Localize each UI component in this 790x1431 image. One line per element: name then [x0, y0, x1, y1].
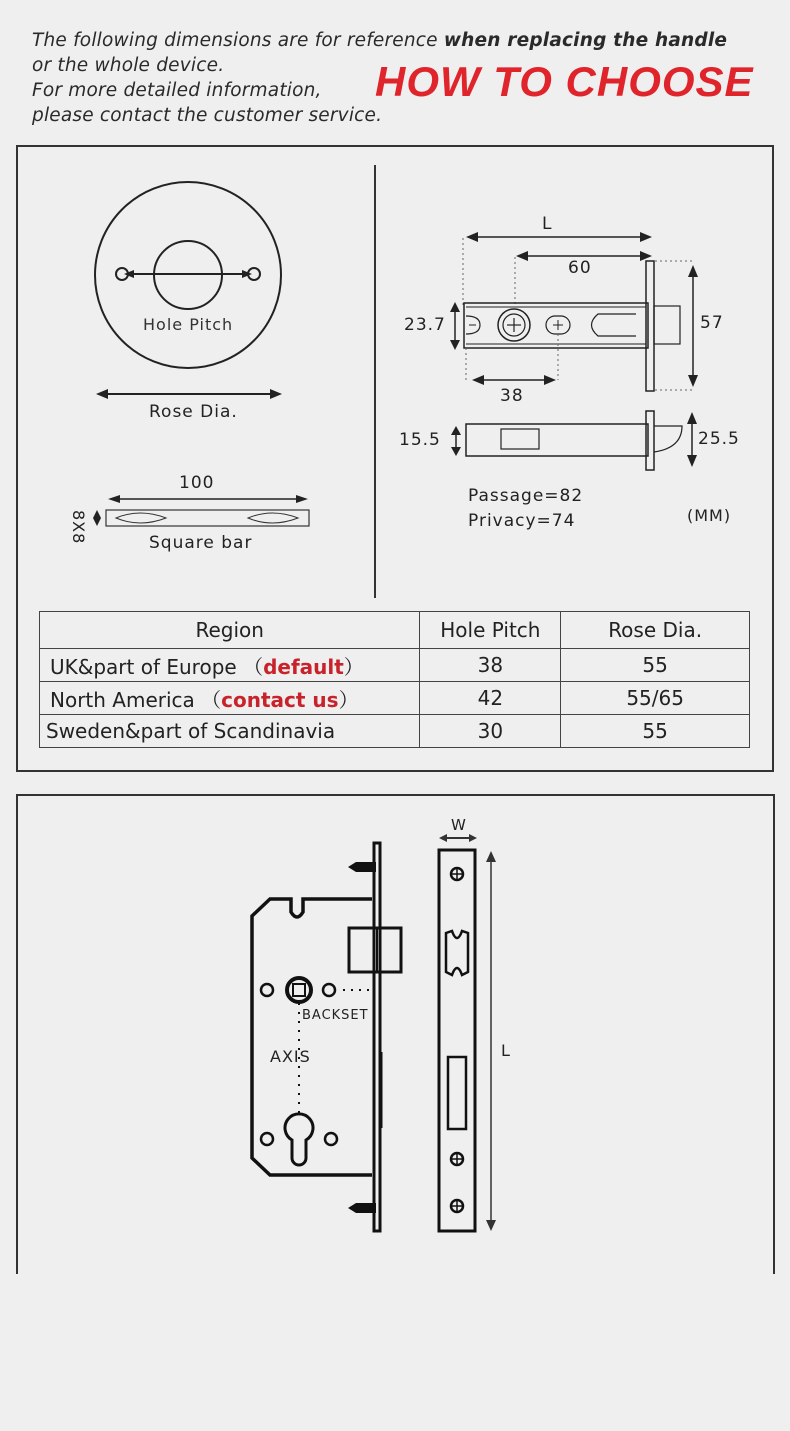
latch-23-7-label: 23.7 [404, 315, 446, 335]
axis-label: AXIS [270, 1047, 311, 1066]
passage-label: Passage=82 [468, 486, 584, 506]
hole-pitch-label: Hole Pitch [143, 315, 234, 334]
intro-line-1: The following dimensions are for reference [32, 30, 444, 51]
latch-60-label: 60 [568, 258, 592, 278]
header-region: Region [40, 612, 420, 649]
rose-dia-cell: 55 [561, 715, 750, 748]
latch-38-label: 38 [500, 386, 524, 406]
latch-57-label: 57 [700, 313, 724, 333]
intro-line-4: please contact the customer service. [32, 105, 383, 126]
header-hole-pitch: Hole Pitch [420, 612, 561, 649]
width-label: W [451, 816, 467, 834]
square-bar-section-label: 8X8 [69, 510, 88, 545]
region-cell: North America （contact us） [40, 682, 420, 715]
region-cell: Sweden&part of Scandinavia [40, 715, 420, 748]
hole-pitch-cell: 30 [420, 715, 561, 748]
latch-length-label: L [542, 214, 553, 234]
square-bar-label: Square bar [149, 533, 253, 553]
backset-label: BACKSET [302, 1008, 369, 1023]
default-note: default [263, 654, 344, 679]
privacy-label: Privacy=74 [468, 511, 576, 531]
intro-line-3: For more detailed information, [32, 80, 322, 101]
hole-pitch-cell: 42 [420, 682, 561, 715]
rose-dia-cell: 55/65 [561, 682, 750, 715]
square-bar-length-label: 100 [179, 473, 215, 493]
intro-line-2: or the whole device. [32, 55, 225, 76]
contact-us-link[interactable]: contact us [221, 687, 339, 712]
latch-25-5-label: 25.5 [698, 429, 740, 449]
headline-how-to-choose: HOW TO CHOOSE [375, 58, 754, 105]
length-label: L [501, 1041, 511, 1060]
hole-pitch-cell: 38 [420, 649, 561, 682]
rose-dia-label: Rose Dia. [149, 402, 238, 422]
rose-dia-cell: 55 [561, 649, 750, 682]
intro-line-1-bold: when replacing the handle [443, 30, 728, 51]
header-rose-dia: Rose Dia. [561, 612, 750, 649]
region-cell: UK&part of Europe （default） [40, 649, 420, 682]
latch-15-5-label: 15.5 [399, 430, 441, 450]
unit-label: (MM) [687, 506, 732, 525]
